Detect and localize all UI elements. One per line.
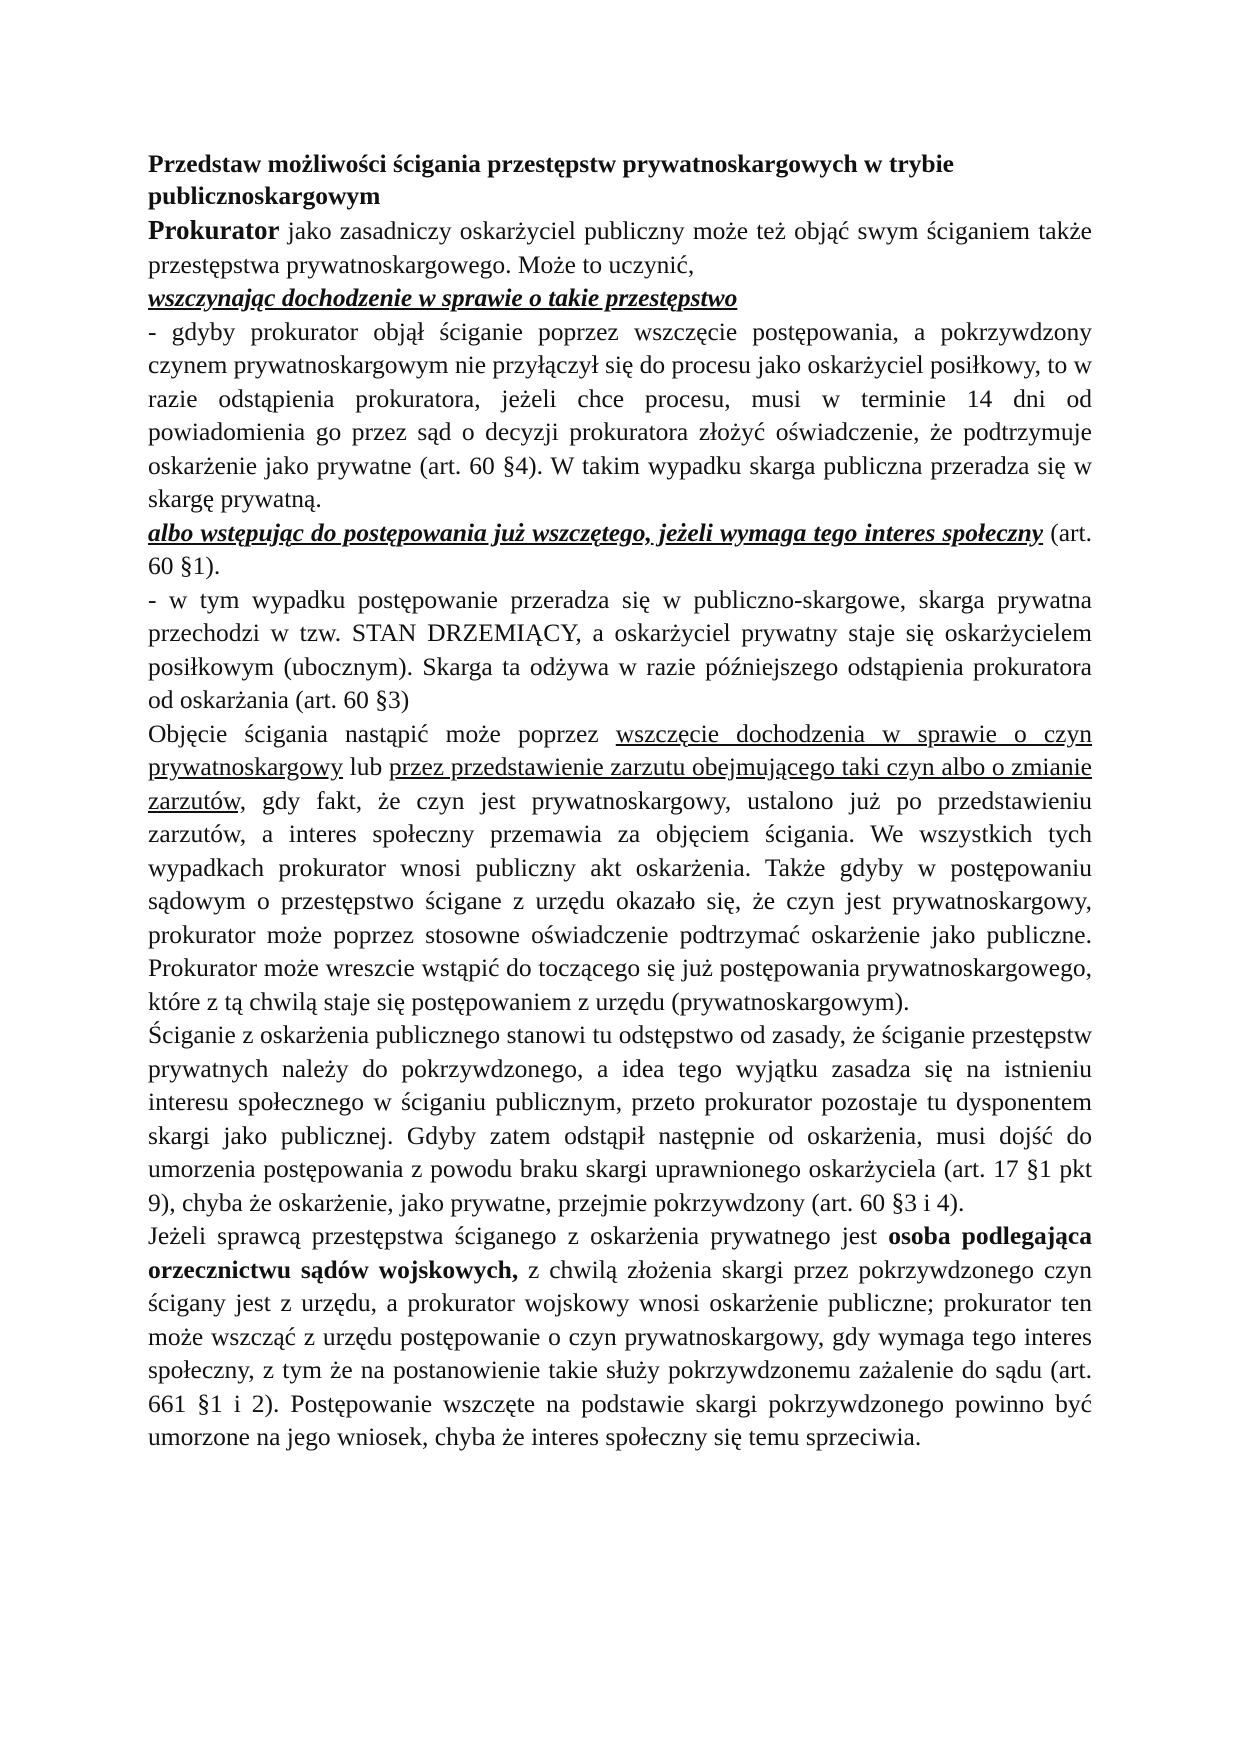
paragraph-gdyby: [148, 315, 1092, 516]
p7-bold: osoba podlegająca orzecznictwu sądów wojskowych,: [148, 1221, 1093, 1284]
document-title: Przedstaw możliwości ścigania przestępstw prywatnoskargowych w trybie publicznoskargowym: [148, 149, 954, 210]
p5-rest: gdy fakt, że czyn jest prywatnoskargowy, ustalono już po przedstawieniu zarzutów, a interes społeczny przemawia za objęciem ścigania. We wszystkich tych wypadkach prokurator wnosi publiczny akt oskarżenia. Także gdyby w postępowaniu sądowym o przestępstwo ścigane z urzędu okazało się, że czyn jest prywatnoskargowy, prokurator może poprzez stosowne oświadczenie podtrzymać oskarżenie jako publiczne. Prokurator może wreszcie wstąpić do toczącego się już postępowania prywatnoskargowego, które z tą chwilą staje się postępowaniem z urzędu (prywatnoskargowym).: [148, 785, 1092, 1016]
paragraph-jezeli: [148, 1219, 1092, 1454]
prokurator-lead: Prokurator: [148, 215, 280, 245]
option-ref: (art. 60 §1).: [148, 517, 1092, 580]
paragraph-albo: [148, 516, 1092, 583]
p5-lub: lub: [343, 752, 389, 781]
paragraph-2-text-2: w terminie 14 dni od powiadomienia go przez sąd o decyzji prokuratora złożyć oświadczenie, że podtrzymuje oskarżenie jako prywatne (art. 60 §4). W takim wypadku skarga publiczna przeradza się w skargę prywatną.: [148, 383, 1092, 513]
musi-word: musi: [751, 383, 801, 413]
p7-intro: Jeżeli sprawcą przestępstwa ściganego z oskarżenia prywatnego jest: [148, 1221, 889, 1250]
paragraph-w-tym-wypadku: - w tym wypadku postępowanie przeradza się w publiczno-skargowe, skarga prywatna przechodzi w tzw. STAN DRZEMIĄCY, a oskarżyciel prywatny staje się oskarżycielem posiłkowym (ubocznym). Skarga ta odżywa w razie późniejszego odstąpienia prokuratora od oskarżania (art. 60 §3): [148, 584, 1092, 714]
paragraph-prokurator: [148, 214, 1092, 315]
document-page: [148, 148, 1092, 1454]
option-wstepujac: albo wstępując do postępowania już wszczętego, jeżeli wymaga tego interes społeczny: [148, 517, 1044, 547]
option-wszczynajac: wszczynając dochodzenie w sprawie o takie przestępstwo: [148, 283, 738, 312]
p5-underline-2: przez przedstawienie zarzutu obejmującego taki czyn albo o zmianie zarzutów,: [148, 752, 1092, 815]
paragraph-objecie: [148, 717, 1092, 1019]
paragraph-1-text: jako zasadniczy oskarżyciel publiczny może też objąć swym ściganiem także przestępstwa prywatnoskargowego. Może to uczynić,: [148, 216, 1092, 279]
p5-underline-1: wszczęcie dochodzenia w sprawie o czyn prywatnoskargowy: [148, 718, 1092, 781]
paragraph-2-text: - gdyby prokurator objął ściganie poprzez wszczęcie postępowania, a pokrzywdzony czynem prywatnoskargowym nie przyłączył się do procesu jako oskarżyciel posiłkowy, to w razie odstąpienia prokuratora, jeżeli chce procesu,: [148, 316, 1092, 413]
p7-rest: z chwilą złożenia skargi przez pokrzywdzonego czyn ścigany jest z urzędu, a prokurator wojskowy wnosi oskarżenie publiczne; prokurator ten może wszcząć z urzędu postępowanie o czyn prywatnoskargowy, gdy wymaga tego interes społeczny, z tym że na postanowienie takie służy pokrzywdzonemu zażalenie do sądu (art. 661 §1 i 2). Postępowanie wszczęte na podstawie skargi pokrzywdzonego powinno być umorzone na jego wniosek, chyba że interes społeczny się temu sprzeciwia.: [148, 1254, 1092, 1451]
paragraph-sciganie: Ściganie z oskarżenia publicznego stanowi tu odstępstwo od zasady, że ściganie przestępstw prywatnych należy do pokrzywdzonego, a idea tego wyjątku zasadza się na istnieniu interesu społecznego w ściganiu publicznym, przeto prokurator pozostaje tu dysponentem skargi jako publicznej. Gdyby zatem odstąpił następnie od oskarżenia, musi dojść do umorzenia postępowania z powodu braku skargi uprawnionego oskarżyciela (art. 17 §1 pkt 9), chyba że oskarżenie, jako prywatne, przejmie pokrzywdzony (art. 60 §3 i 4).: [148, 1020, 1092, 1217]
p5-intro: Objęcie ścigania nastąpić może poprzez: [148, 718, 616, 748]
